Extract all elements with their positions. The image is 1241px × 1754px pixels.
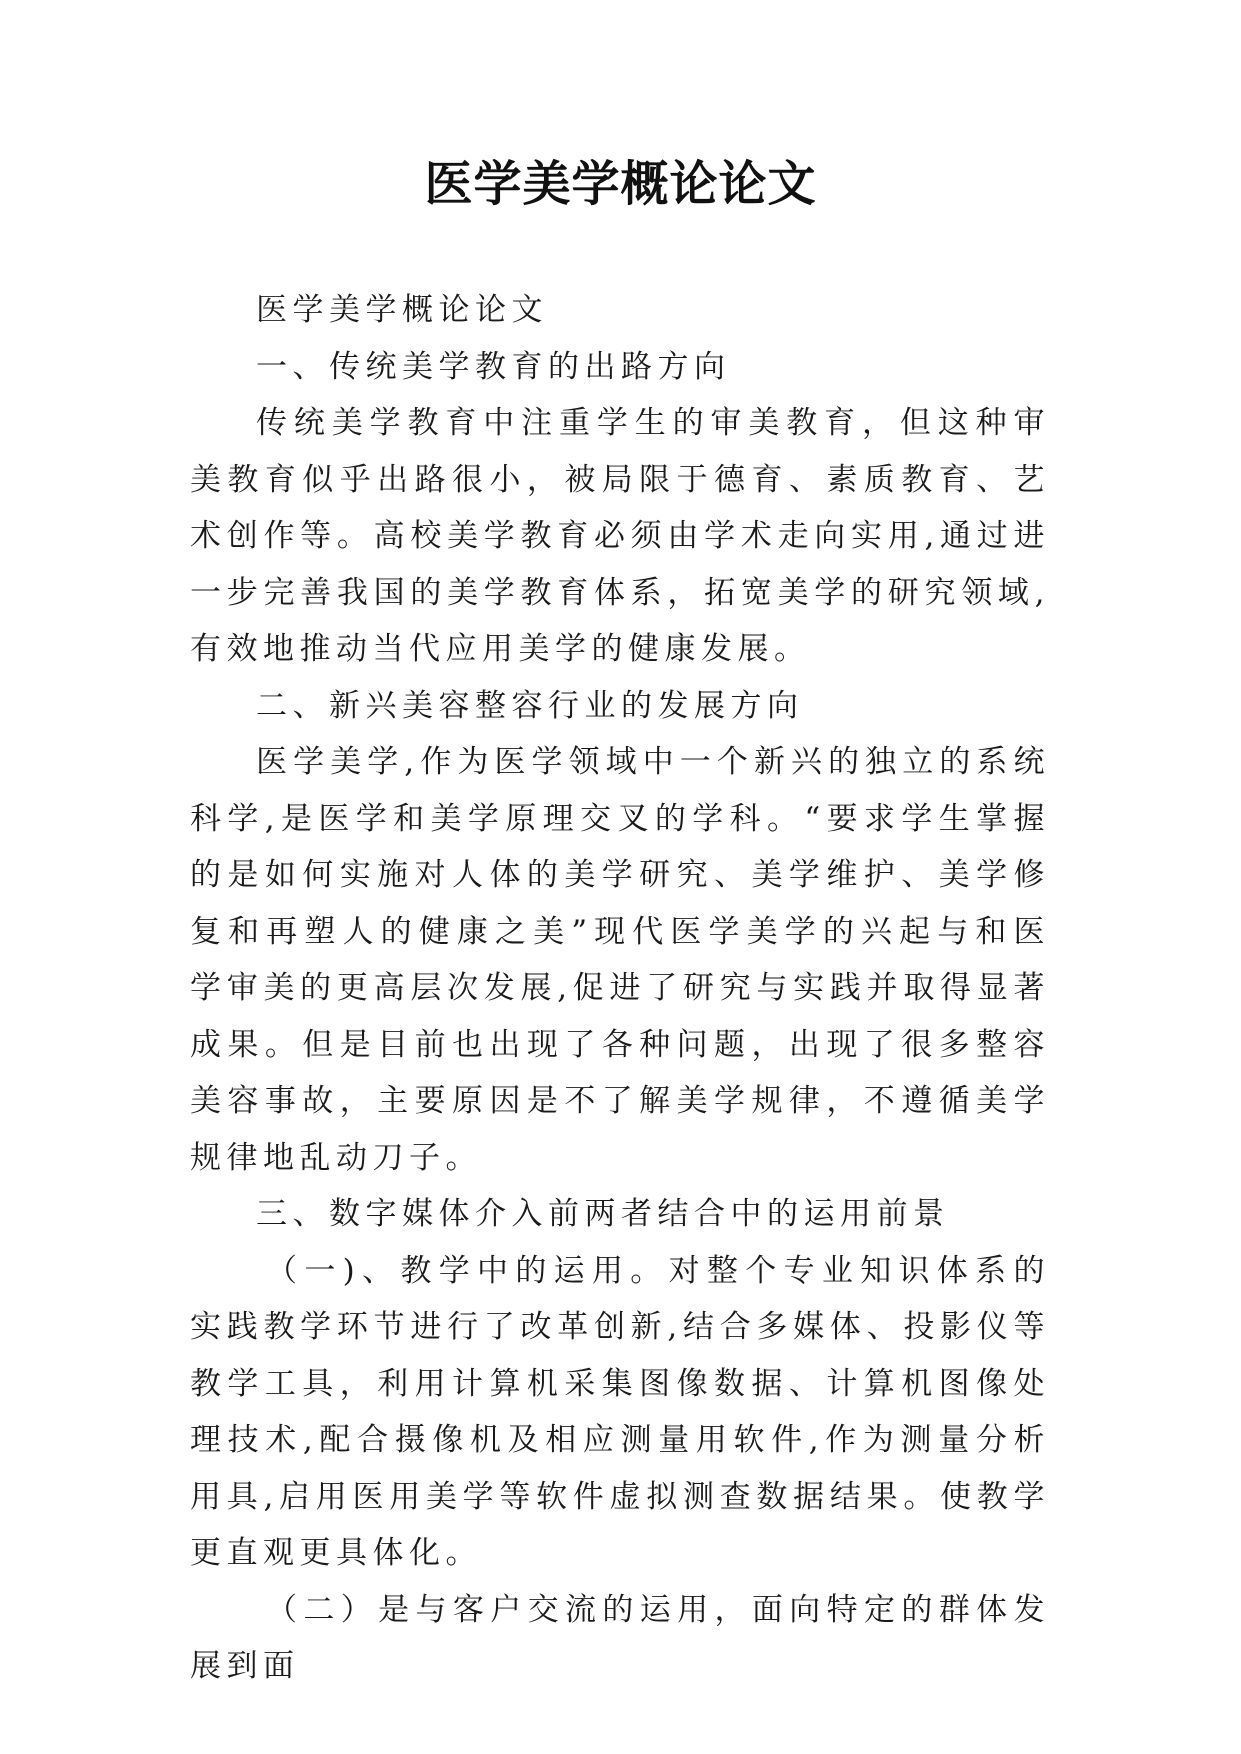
paragraph-medical-aesthetics: 医学美学,作为医学领域中一个新兴的独立的系统科学,是医学和美学原理交叉的学科。“要求学生掌握的是如何实施对人体的美学研究、美学维护、美学修复和再塑人的健康之美”现代医学美学的兴起与和医学审美的更高层次发展,促进了研究与实践并取得显著成果。但是目前也出现了各种问题，出现了很多整容美容事故，主要原因是不了解美学规律，不遵循美学规律地乱动刀子。 xyxy=(190,744,1050,1176)
document-body xyxy=(190,282,1050,1695)
section-heading-3: 三、数字媒体介入前两者结合中的运用前景 xyxy=(256,1196,950,1232)
document-title: 医学美学概论论文 xyxy=(424,156,817,212)
section-heading-2: 二、新兴美容整容行业的发展方向 xyxy=(256,687,804,724)
paragraph-teaching-application: （一)、教学中的运用。对整个专业知识体系的实践教学环节进行了改革创新,结合多媒体、投影仪等教学工具，利用计算机采集图像数据、计算机图像处理技术,配合摄像机及相应测量用软件,作为测量分析用具,启用医用美学等软件虚拟测查数据结果。使教学更直观更具体化。 xyxy=(190,1252,1050,1571)
paragraph-subtitle: 医学美学概论论文 xyxy=(256,292,548,328)
paragraph-traditional-aesthetics: 传统美学教育中注重学生的审美教育，但这种审美教育似乎出路很小，被局限于德育、素质教育、艺术创作等。高校美学教育必须由学术走向实用,通过进一步完善我国的美学教育体系，拓宽美学的研究领域,有效地推动当代应用美学的健康发展。 xyxy=(190,405,1050,667)
section-heading-1: 一、传统美学教育的出路方向 xyxy=(256,348,731,385)
paragraph-client-communication: （二）是与客户交流的运用，面向特定的群体发展到面 xyxy=(190,1591,1050,1684)
